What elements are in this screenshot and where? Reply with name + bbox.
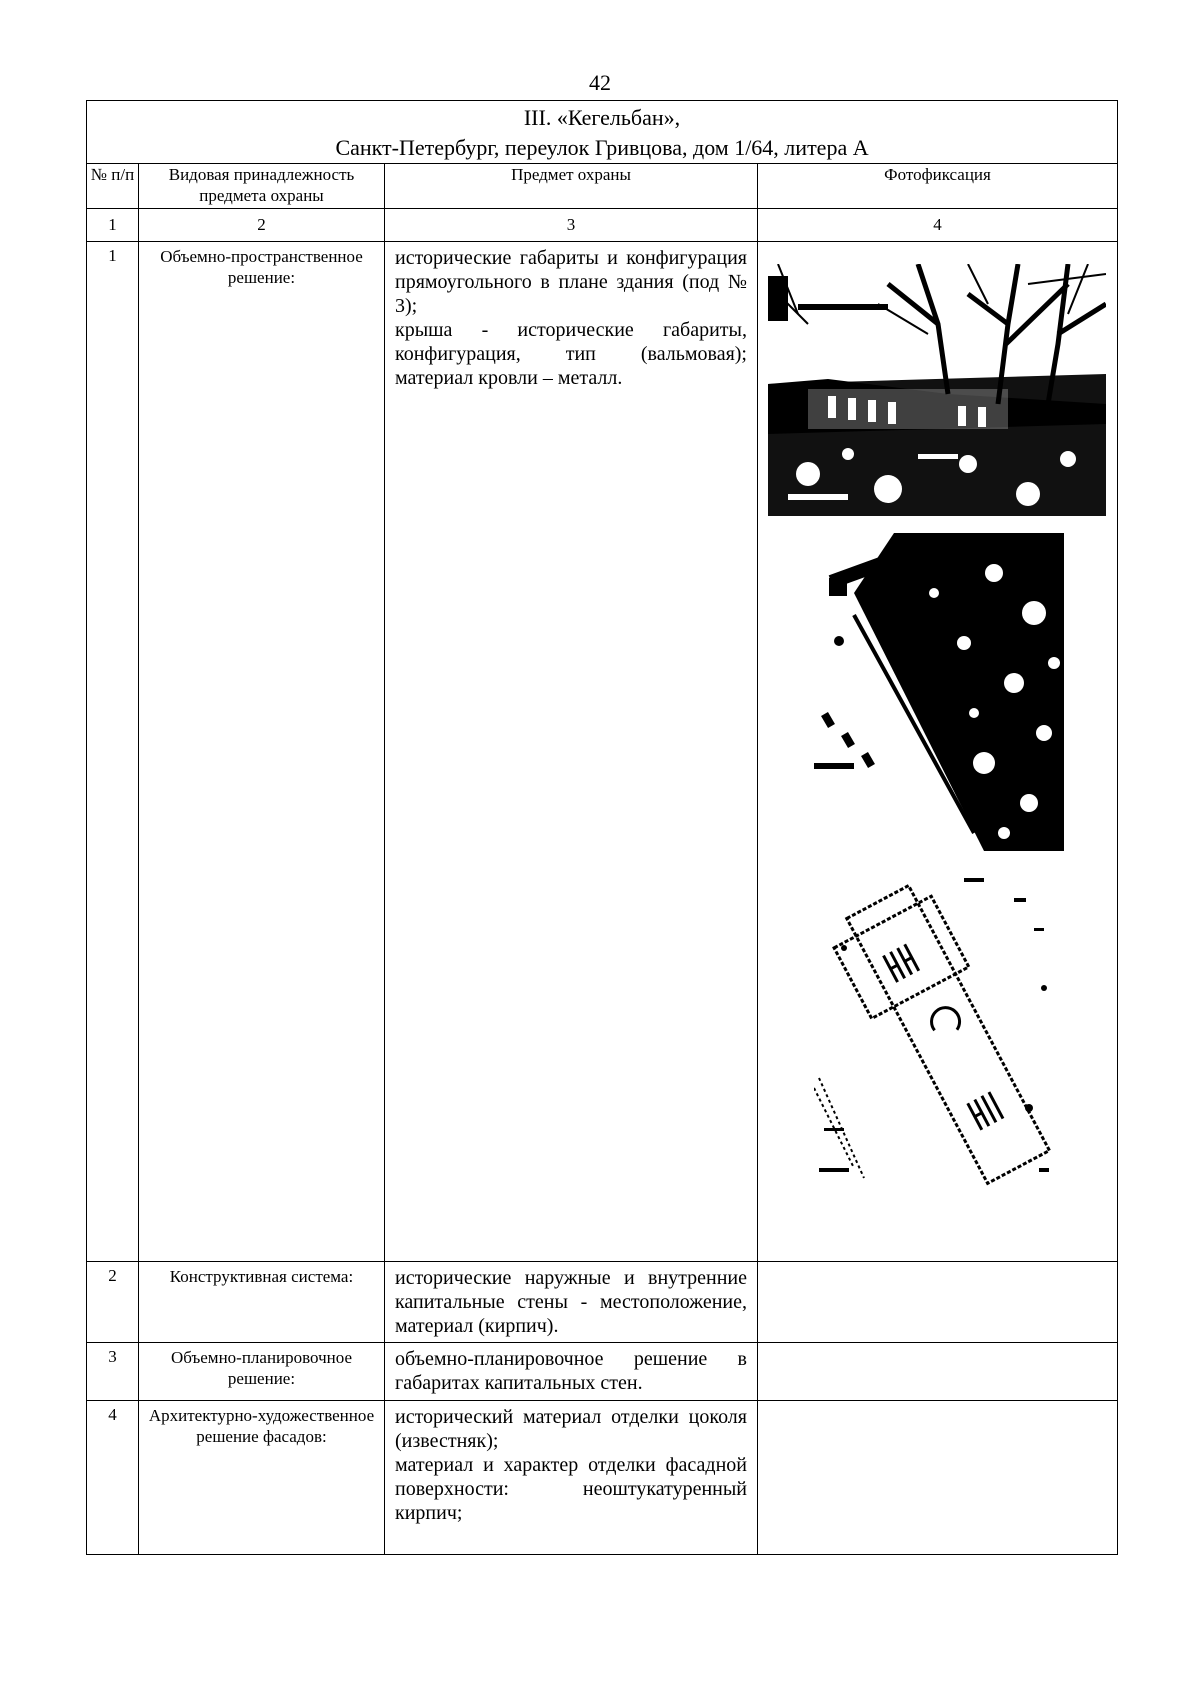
section-title: III. «Кегельбан», — [523, 105, 681, 130]
page-number: 42 — [589, 70, 611, 95]
row-kind: Конструктивная система: — [139, 1262, 385, 1343]
row-kind: Объемно-пространственное решение: — [139, 242, 385, 1262]
protection-table — [86, 100, 1118, 1555]
subject-paragraph: исторические наружные и внутренние капитальные стены - местоположение, материал (кирпич). — [395, 1267, 747, 1337]
header-kind: Видовая принадлежность предмета охраны — [139, 164, 385, 209]
subject-paragraph: объемно-планировочное решение в габаритах капитальных стен. — [395, 1348, 747, 1394]
row-subject — [385, 242, 758, 1262]
section-address: Санкт-Петербург, переулок Гривцова, дом 1/64, литера А — [335, 135, 869, 160]
photo-aerial-view — [814, 533, 1064, 851]
row-photos — [758, 1343, 1118, 1401]
table-row — [87, 1343, 1118, 1401]
row-photos — [758, 1262, 1118, 1343]
column-number: 3 — [385, 209, 758, 242]
row-number: 4 — [87, 1401, 139, 1555]
column-number: 4 — [758, 209, 1118, 242]
subject-paragraph: крыша - исторические габариты, конфигурация, тип (вальмовая); материал кровли – металл. — [395, 319, 747, 389]
header-photo: Фотофиксация — [758, 164, 1118, 209]
column-number: 2 — [139, 209, 385, 242]
photo-site-plan — [814, 868, 1064, 1190]
table-row — [87, 1262, 1118, 1343]
row-kind: Объемно-планировочное решение: — [139, 1343, 385, 1401]
row-number: 1 — [87, 242, 139, 1262]
row-number: 2 — [87, 1262, 139, 1343]
table-row — [87, 242, 1118, 1262]
row-kind: Архитектурно-художественное решение фасадов: — [139, 1401, 385, 1555]
row-subject — [385, 1343, 758, 1401]
row-photos — [758, 1401, 1118, 1555]
row-subject — [385, 1262, 758, 1343]
header-num: № п/п — [87, 164, 139, 209]
row-number: 3 — [87, 1343, 139, 1401]
row-subject — [385, 1401, 758, 1555]
subject-paragraph: исторический материал отделки цоколя (известняк); — [395, 1406, 747, 1452]
row-photos — [758, 242, 1118, 1262]
section-title-cell — [87, 101, 1118, 164]
column-number: 1 — [87, 209, 139, 242]
subject-paragraph: материал и характер отделки фасадной поверхности: неоштукатуренный кирпич; — [395, 1454, 747, 1524]
table-row — [87, 1401, 1118, 1555]
header-subject: Предмет охраны — [385, 164, 758, 209]
photo-building-trees — [768, 264, 1106, 516]
subject-paragraph: исторические габариты и конфигурация прямоугольного в плане здания (под № 3); — [395, 247, 747, 317]
